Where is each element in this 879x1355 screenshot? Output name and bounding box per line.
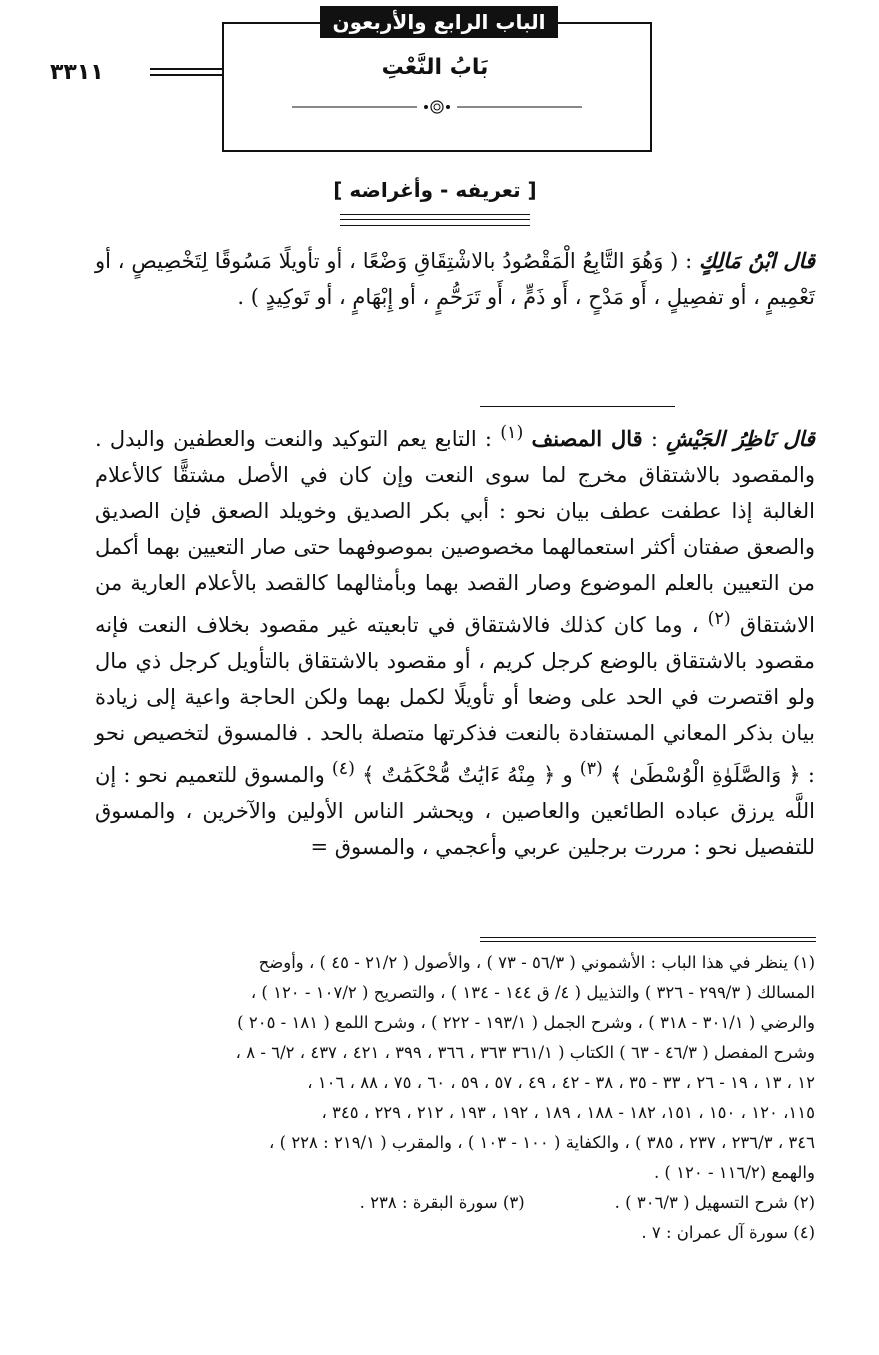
footnote-1-line: المسالك ( ٢٩٩/٣ - ٣٢٦ ) والتذييل ( ٤/ ق ١٤٤ - ١٣٤ ) ، والتصريح ( ١٠٧/٢ - ١٢٠ ) ، — [250, 983, 815, 1002]
footnote-3: (٣) سورة البقرة : ٢٣٨ . — [359, 1193, 525, 1212]
footnote-marker-4[interactable]: (٤) — [331, 759, 355, 779]
author-label: قال المصنف — [531, 426, 643, 451]
ibn-malik-text: : ( وَهُوَ التَّابِعُ الْمَقْصُودُ بالاشْتِقَاقِ وَضْعًا ، أو تأويلًا مَسُوقًا لِتَخْصِيصٍ ، أو تَعْمِيمٍ ، أو تفصِيلٍ ، أَو مَدْحٍ ، أَو ذَمٍّ ، أَو تَرَحُّمٍ ، أو إِبْهَامٍ ، أو تَوكِيدٍ ) . — [95, 249, 815, 309]
footnote-1-line: ١٢ ، ١٣ ، ١٩ - ٢٦ ، ٣٣ - ٣٥ ، ٣٨ - ٤٢ ، ٤٩ ، ٥٧ ، ٥٩ ، ٦٠ ، ٧٥ ، ٨٨ ، ١٠٦ ، — [307, 1073, 815, 1092]
separator-rule — [480, 406, 675, 407]
chapter-banner: الباب الرابع والأربعون — [320, 6, 558, 38]
paragraph-ibn-malik — [95, 243, 815, 315]
ornament-divider — [292, 100, 582, 114]
footnote-1-line: والرضي ( ٣٠١/١ - ٣١٨ ) ، وشرح الجمل ( ١٩٣/١ - ٢٢٢ ) ، وشرح اللمع ( ١٨١ - ٢٠٥ ) — [237, 1013, 815, 1032]
footnote-row — [95, 1188, 815, 1218]
footnote-marker-3[interactable]: (٣) — [579, 759, 603, 779]
section-title: بَابُ النَّعْتِ — [381, 55, 489, 80]
conjunction: و — [562, 763, 573, 787]
footnote-1-line: والهمع (١١٦/٢ - ١٢٠ ) . — [653, 1163, 815, 1182]
commentary-text-b: ، وما كان كذلك فالاشتقاق في تابعيته غير مقصود بخلاف النعت فإنه مقصود بالاشتقاق بالوضع كرجل كريم ، أو مقصود بالاشتقاق بالتأويل كرجل ذي مال ولو اقتصرت في الحد على وضعا أو تأويلًا لكمل بهما ولكن الحاجة واعية إلى زيادة بيان بذكر المعاني المستفادة بالنعت فذكرتها متصلة بالحد . فالمسوق لتخصيص نحو : — [95, 613, 815, 787]
footnote-2: (٢) شرح التسهيل ( ٣٠٦/٣ ) . — [614, 1193, 815, 1212]
quran-citation-2: ﴿ مِنْهُ ءَايَٰتٌ مُّحْكَمَٰتٌ ﴾ — [362, 763, 556, 787]
speaker-ibn-malik: قال ابْنُ مَالِكٍ — [699, 248, 815, 273]
footnote-marker-2[interactable]: (٢) — [707, 609, 731, 629]
quran-citation-1: ﴿ وَالصَّلَوٰةِ الْوُسْطَىٰ ﴾ — [609, 763, 801, 787]
commentary-text-c: والمسوق للتعميم نحو : إن اللَّه يرزق عباده الطائعين والعاصين ، ويحشر الناس الأولين والآخرين ، والمسوق للتفصيل نحو : مررت برجلين عربي وأعجمي ، والمسوق = — [95, 763, 815, 859]
paragraph-nazir-al-jaysh: قال نَاظِرُ الجَيْشِ : قال المصنف $^{(١)}$ : التابع يعم التوكيد والنعت والعطفين والبدل . والمقصود بالاشتقاق مخرج لما سوى النعت وإن كان في الأصل مشتقًّا كالأعلام الغالبة إذا عطفت عطف بيان نحو : أبي بكر الصديق وخويلد الصعق فإن الصديق والصعق صفتان أكثر استعمالهما مخصوصين بموصوفهما حتى صار التعيين بهما أكمل من التعيين بالعلم الموضوع وصار القصد بهما وبأمثالهما كالقصد بالأعلام العارية من الاشتقاق $^{(٢)}$ ، وما كان كذلك فالاشتقاق في تابعيته غير مقصود بخلاف النعت فإنه مقصود بالاشتقاق بالوضع كرجل كريم ، أو مقصود بالاشتقاق بالتأويل كرجل ذي مال ولو اقتصرت في الحد على وضعا أو تأويلًا لكمل بهما ولكن الحاجة واعية إلى زيادة بيان بذكر المعاني المستفادة بالنعت فذكرتها متصلة بالحد . فالمسوق لتخصيص نحو : ﴿ وَالصَّلَوٰةِ الْوُسْطَىٰ ﴾ $^{(٣)}$ و ﴿ مِنْهُ ءَايَٰتٌ مُّحْكَمَٰتٌ ﴾ $^{(٤)}$ والمسوق للتعميم نحو : إن اللَّه يرزق عباده الطائعين والعاصين ، ويحشر الناس الأولين والآخرين ، والمسوق للتفصيل نحو : مررت برجلين عربي وأعجمي ، والمسوق = — [95, 423, 815, 859]
speaker-nazir-al-jaysh: قال نَاظِرُ الجَيْشِ — [666, 426, 815, 451]
footnote-marker-1[interactable]: (١) — [500, 423, 524, 443]
subheading-rule — [340, 214, 530, 226]
footnote-1-line: (١) ينظر في هذا الباب : الأشموني ( ٥٦/٣ - ٧٣ ) ، والأصول ( ٢١/٢ - ٤٥ ) ، وأوضح — [258, 953, 815, 972]
commentary-text-a: : التابع يعم التوكيد والنعت والعطفين والبدل . والمقصود بالاشتقاق مخرج لما سوى النعت وإن كان في الأصل مشتقًّا كالأعلام الغالبة إذا عطفت عطف بيان نحو : أبي بكر الصديق وخويلد الصعق فإن الصديق والصعق صفتان أكثر استعمالهما مخصوصين بموصوفهما حتى صار التعيين بهما أكمل من التعيين بالعلم الموضوع وصار القصد بهما وبأمثالهما كالقصد بالأعلام العارية من الاشتقاق — [95, 427, 815, 637]
footnote-1-line: ١١٥، ١٢٠ ، ١٥٠ ، ١٥١، ١٨٢ - ١٨٨ ، ١٨٩ ، ١٩٢ ، ١٩٣ ، ٢١٢ ، ٢٢٩ ، ٣٤٥ ، — [321, 1103, 815, 1122]
footnote-4: (٤) سورة آل عمران : ٧ . — [641, 1223, 815, 1242]
subheading: [ تعريفه - وأغراضه ] — [333, 178, 537, 202]
page-number-rule — [150, 68, 224, 76]
footnote-1-line: وشرح المفصل ( ٤٦/٣ - ٦٣ ) الكتاب ( ٣٦١/١ ٣٦٣ ، ٣٦٦ ، ٣٩٩ ، ٤٢١ ، ٤٣٧ ، ٦/٢ - ٨ ، — [235, 1043, 815, 1062]
footnotes — [95, 948, 815, 1248]
page-number: ٣٣١١ — [50, 60, 104, 85]
footnote-1-line: ٣٤٦ ، ٢٣٦/٣ ، ٢٣٧ ، ٣٨٥ ) ، والكفاية ( ١٠٠ - ١٠٣ ) ، والمقرب ( ٢١٩/١ : ٢٢٨ ) ، — [269, 1133, 815, 1152]
header-frame — [222, 22, 652, 152]
footnote-rule — [480, 937, 816, 942]
